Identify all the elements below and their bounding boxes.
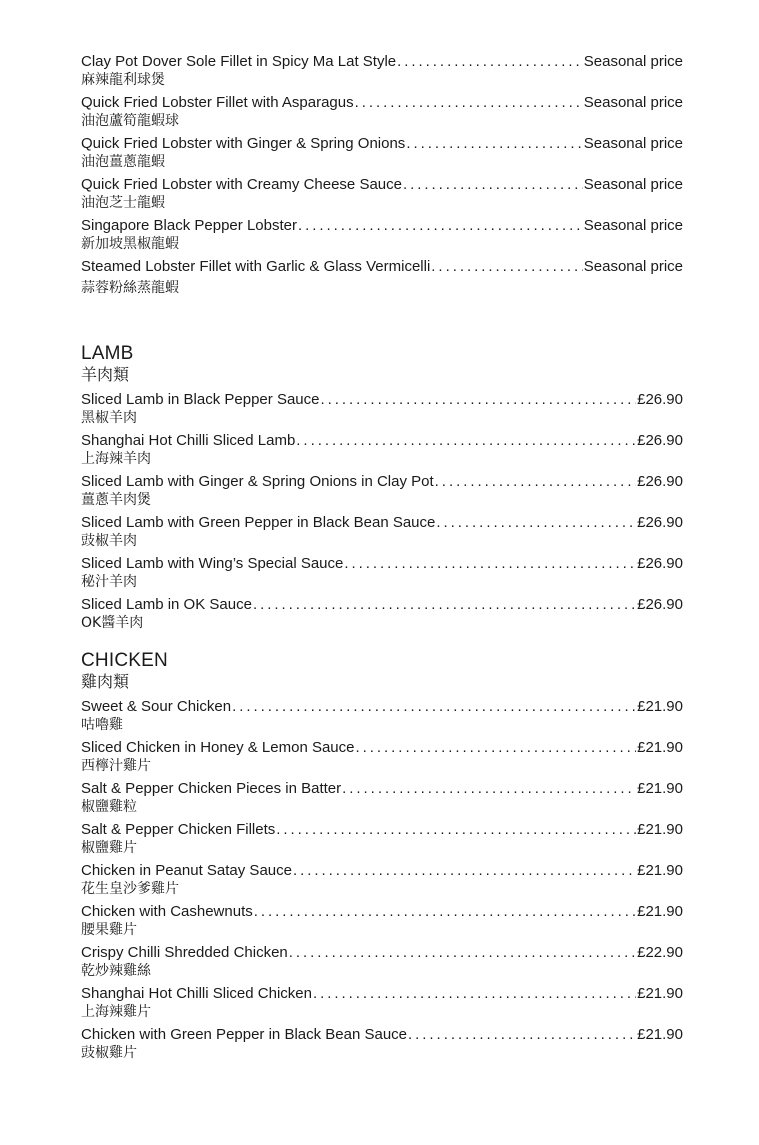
dot-leader [298, 216, 583, 235]
menu-page [81, 52, 683, 1066]
menu-item [81, 52, 683, 89]
dish-name: Steamed Lobster Fillet with Garlic & Glass Vermicelli [81, 258, 431, 275]
menu-item [81, 257, 683, 297]
dish-price: £21.90 [637, 1026, 683, 1043]
section-spacer [81, 301, 683, 343]
menu-item [81, 216, 683, 253]
dot-leader [436, 513, 636, 532]
dish-name: Sliced Lamb with Ginger & Spring Onions in Clay Pot [81, 473, 434, 490]
menu-item [81, 134, 683, 171]
dot-leader [289, 943, 636, 962]
dish-price: £26.90 [637, 391, 683, 408]
menu-item-row [81, 93, 683, 112]
menu-item-row [81, 52, 683, 71]
dish-name-chinese: 豉椒羊肉 [81, 533, 137, 549]
dish-price: Seasonal price [583, 135, 683, 152]
dish-name-chinese: 油泡薑蔥龍蝦 [81, 154, 165, 170]
dish-name: Sliced Lamb with Wing’s Special Sauce [81, 555, 344, 572]
dot-leader [431, 257, 582, 276]
dish-name: Quick Fried Lobster with Ginger & Spring Onions [81, 135, 406, 152]
section-title: LAMB [81, 343, 134, 364]
dish-price: £26.90 [637, 473, 683, 490]
dish-name-chinese: 咕嚕雞 [81, 717, 123, 733]
dish-price: £21.90 [637, 780, 683, 797]
dish-name-chinese: 油泡蘆筍龍蝦球 [81, 113, 179, 129]
menu-item [81, 738, 683, 775]
menu-item-row [81, 779, 683, 798]
section-title-chinese: 羊肉類 [81, 365, 130, 384]
dish-price: Seasonal price [583, 53, 683, 70]
dot-leader [342, 779, 636, 798]
menu-item-row [81, 175, 683, 194]
dish-name: Chicken in Peanut Satay Sauce [81, 862, 292, 879]
menu-item [81, 861, 683, 898]
dot-leader [403, 175, 583, 194]
dot-leader [397, 52, 583, 71]
menu-item-row [81, 472, 683, 491]
dot-leader [253, 595, 636, 614]
dot-leader [320, 390, 636, 409]
dish-name-chinese: 乾炒辣雞絲 [81, 963, 151, 979]
dish-name-chinese: 黑椒羊肉 [81, 410, 137, 426]
dish-name: Clay Pot Dover Sole Fillet in Spicy Ma Lat Style [81, 53, 397, 70]
dot-leader [313, 984, 636, 1003]
dish-name: Sliced Lamb in Black Pepper Sauce [81, 391, 320, 408]
dish-name-chinese: 薑蔥羊肉煲 [81, 492, 151, 508]
dot-leader [254, 902, 636, 921]
menu-item-row [81, 554, 683, 573]
menu-item [81, 595, 683, 632]
dish-name: Sliced Chicken in Honey & Lemon Sauce [81, 739, 355, 756]
menu-item-row [81, 390, 683, 409]
menu-item-row [81, 738, 683, 757]
dish-name: Quick Fried Lobster Fillet with Asparagus [81, 94, 354, 111]
dish-name-chinese: 上海辣雞片 [81, 1004, 151, 1020]
dot-leader [276, 820, 636, 839]
menu-item [81, 93, 683, 130]
menu-item-row [81, 513, 683, 532]
dish-price: £26.90 [637, 596, 683, 613]
dish-name-chinese: 上海辣羊肉 [81, 451, 151, 467]
menu-item [81, 984, 683, 1021]
dish-name-chinese: 椒鹽雞粒 [81, 799, 137, 815]
menu-item [81, 1025, 683, 1062]
menu-item-row [81, 1025, 683, 1044]
menu-item-row [81, 943, 683, 962]
dish-name-chinese: 新加坡黑椒龍蝦 [81, 236, 179, 252]
dish-name: Chicken with Cashewnuts [81, 903, 253, 920]
lamb-section [81, 343, 683, 632]
dot-leader [344, 554, 636, 573]
dish-price: Seasonal price [583, 94, 683, 111]
dish-price: £21.90 [637, 739, 683, 756]
menu-item-row [81, 984, 683, 1003]
dot-leader [435, 472, 636, 491]
dish-name-chinese: 油泡芝士龍蝦 [81, 195, 165, 211]
dish-name: Salt & Pepper Chicken Pieces in Batter [81, 780, 342, 797]
section-spacer [81, 636, 683, 650]
dot-leader [296, 431, 636, 450]
dish-name-chinese: 麻辣龍利球煲 [81, 72, 165, 88]
menu-item-row [81, 216, 683, 235]
menu-item-row [81, 257, 683, 276]
dish-name-chinese: 腰果雞片 [81, 922, 137, 938]
menu-item [81, 779, 683, 816]
dish-name-chinese: 椒鹽雞片 [81, 840, 137, 856]
dish-name-chinese: 蒜蓉粉絲蒸龍蝦 [81, 280, 179, 296]
menu-item-row [81, 595, 683, 614]
menu-item [81, 820, 683, 857]
chicken-section [81, 650, 683, 1062]
menu-item [81, 943, 683, 980]
dish-name-chinese: 花生皇沙爹雞片 [81, 881, 179, 897]
menu-item [81, 902, 683, 939]
section-title: CHICKEN [81, 650, 168, 671]
menu-item-row [81, 902, 683, 921]
dish-price: Seasonal price [583, 176, 683, 193]
menu-item [81, 472, 683, 509]
menu-item-row [81, 820, 683, 839]
dish-price: £26.90 [637, 432, 683, 449]
dish-price: Seasonal price [583, 217, 683, 234]
dish-price: £21.90 [637, 698, 683, 715]
menu-item-row [81, 134, 683, 153]
dish-name-chinese: 西檸汁雞片 [81, 758, 151, 774]
dish-price: £22.90 [637, 944, 683, 961]
dish-name: Crispy Chilli Shredded Chicken [81, 944, 288, 961]
dish-name: Chicken with Green Pepper in Black Bean Sauce [81, 1026, 408, 1043]
dish-name: Quick Fried Lobster with Creamy Cheese Sauce [81, 176, 402, 193]
menu-item-row [81, 431, 683, 450]
dot-leader [355, 93, 583, 112]
dot-leader [406, 134, 582, 153]
dish-name: Sweet & Sour Chicken [81, 698, 232, 715]
dish-price: Seasonal price [583, 258, 683, 275]
menu-item-row [81, 697, 683, 716]
dish-price: £26.90 [637, 514, 683, 531]
menu-item-row [81, 861, 683, 880]
menu-item [81, 697, 683, 734]
dish-name: Salt & Pepper Chicken Fillets [81, 821, 276, 838]
dish-name: Sliced Lamb in OK Sauce [81, 596, 252, 613]
dot-leader [408, 1025, 636, 1044]
menu-item [81, 390, 683, 427]
dish-name: Shanghai Hot Chilli Sliced Chicken [81, 985, 312, 1002]
lobster-section [81, 52, 683, 297]
menu-item [81, 554, 683, 591]
dish-name-chinese: OK醬羊肉 [81, 615, 144, 631]
dish-name-chinese: 豉椒雞片 [81, 1045, 137, 1061]
dish-name-chinese: 秘汁羊肉 [81, 574, 137, 590]
dish-price: £21.90 [637, 903, 683, 920]
dish-name: Sliced Lamb with Green Pepper in Black Bean Sauce [81, 514, 436, 531]
dot-leader [356, 738, 637, 757]
section-title-chinese: 雞肉類 [81, 672, 130, 691]
dish-price: £26.90 [637, 555, 683, 572]
dish-name: Shanghai Hot Chilli Sliced Lamb [81, 432, 296, 449]
dot-leader [293, 861, 636, 880]
menu-item [81, 513, 683, 550]
menu-item [81, 431, 683, 468]
dish-price: £21.90 [637, 821, 683, 838]
dish-name: Singapore Black Pepper Lobster [81, 217, 297, 234]
dish-price: £21.90 [637, 862, 683, 879]
menu-item [81, 175, 683, 212]
dish-price: £21.90 [637, 985, 683, 1002]
dot-leader [232, 697, 636, 716]
